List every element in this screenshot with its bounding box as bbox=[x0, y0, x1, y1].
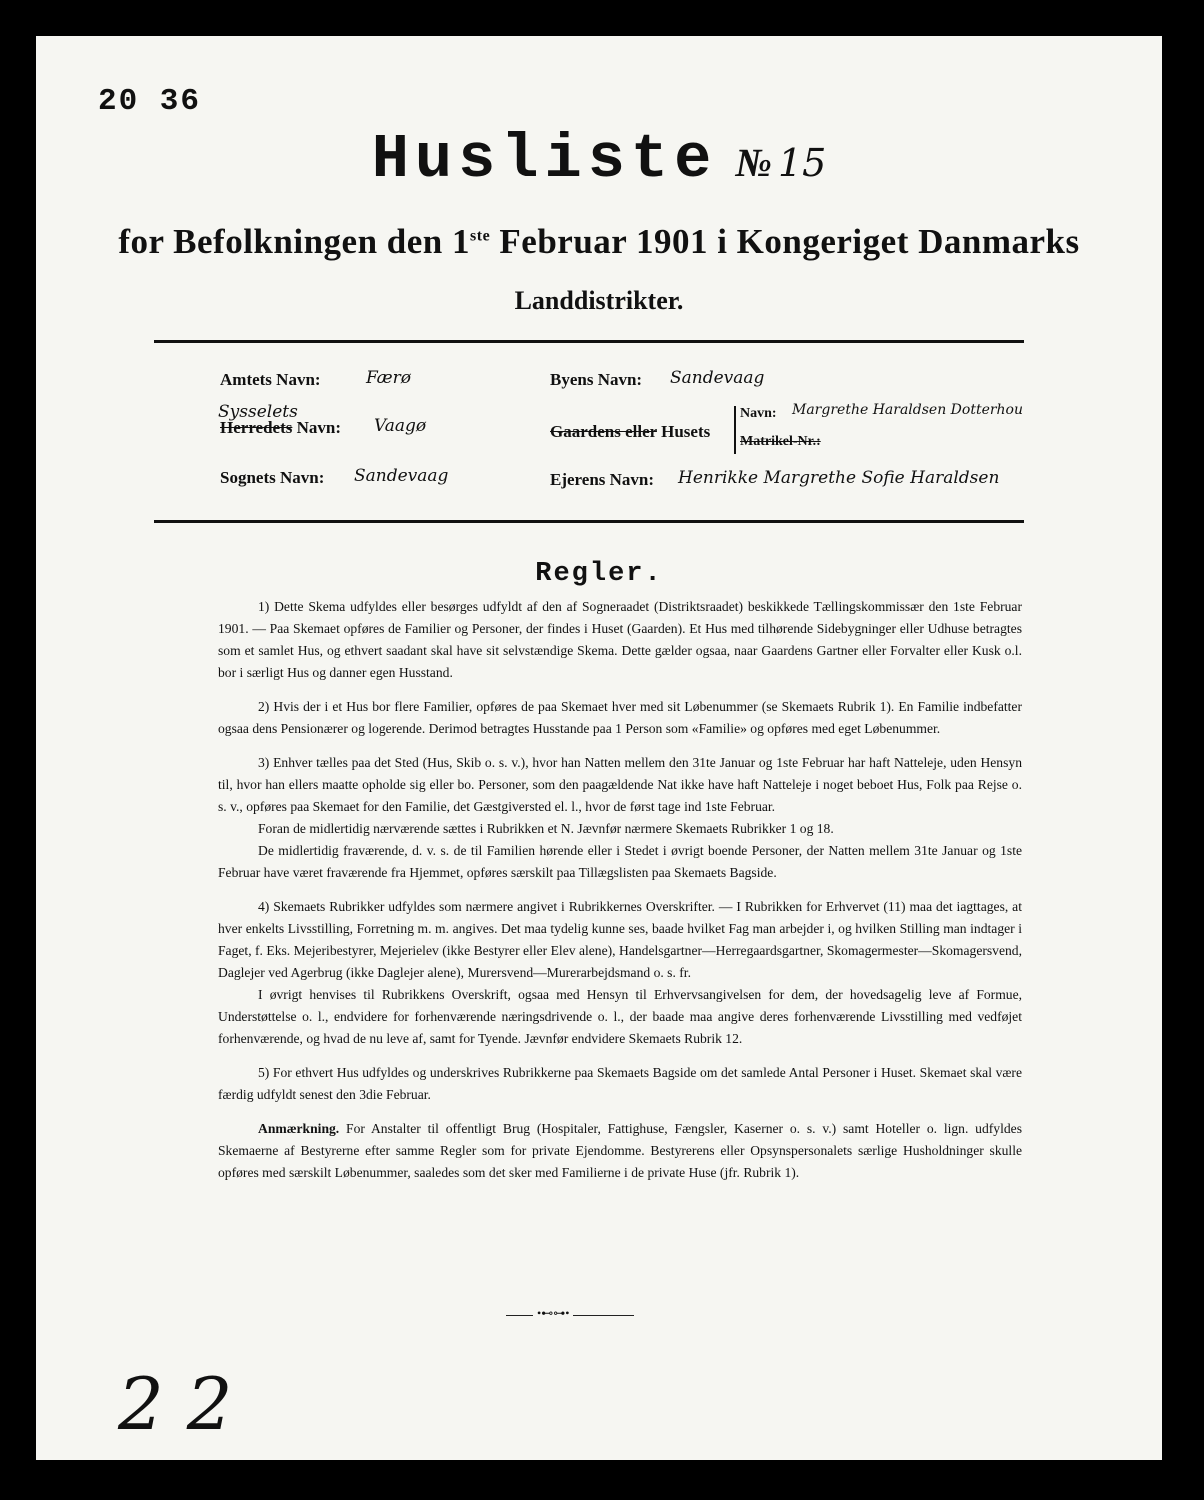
house-number: 15 bbox=[777, 141, 827, 185]
handwritten-page-number: 2 2 bbox=[118, 1362, 233, 1446]
rule-3-text: 3) Enhver tælles paa det Sted (Hus, Skib o. s. v.), hvor han Natten mellem den 31te Januar og 1ste Februar har haft Natteleje, uden Hensyn til, hvor han ellers maatte opholde sig eller bo. Personer, som den paagældende Nat ikke have haft Natteleje i noget beboet Hus, Folk paa Rejse o. s. v., opføres paa Skemaet for den Familie, det Gæstgiversted el. l., hvor de først tage ind 1ste Februar. bbox=[218, 755, 1022, 814]
title-text: Husliste bbox=[371, 124, 718, 195]
sogn-value: Sandevaag bbox=[354, 466, 449, 486]
rule-4b-text: I øvrigt henvises til Rubrikkens Overskrift, ogsaa med Hensyn til Erhvervsangivelsen for dem, der hovedsagelig leve af Formue, Understøttelse o. l., endvidere for forhenværende næringsdrivende o. l., der baade maa angive deres forhenværende Livsstilling med vedføjet forhenværende, og hvad de nu leve af, samt for Tyende. Jævnfør endvidere Skemaets Rubrik 12. bbox=[218, 987, 1022, 1046]
herred-value: Vaagø bbox=[374, 416, 427, 436]
rule-5 bbox=[218, 1062, 1022, 1106]
rule-2-text: 2) Hvis der i et Hus bor flere Familier, opføres de paa Skemaet hver med sit Løbenummer (se Skemaets Rubrik 1). En Familie indbefatter ogsaa dens Pensionærer og logerende. Derimod betragtes Husstande paa 1 Person som «Familie» og opføres med eget Løbenummer. bbox=[218, 699, 1022, 736]
subtitle-superscript: ste bbox=[470, 227, 491, 245]
sogn-herred-handwritten: Sysselets bbox=[218, 402, 298, 422]
bracket-line bbox=[734, 406, 736, 454]
rule-1-text: 1) Dette Skema udfyldes eller besørges udfyldt af den af Sogneraadet (Distriktsraadet) beskikkede Tællingskommissær den 1ste Februar 1901. — Paa Skemaet opføres de Familier og Personer, der findes i Huset (Gaarden). Et Hus med tilhørende Sidebygninger eller Udhuse betragtes som et samlet Hus, og ethvert saadant skal have sit selvstændige Skema. Dette gælder ogsaa, naar Gaardens Gartner eller Forvalter eller Kusk o.l. bor i særligt Hus og danner egen Husstand. bbox=[218, 599, 1022, 680]
herred-label bbox=[220, 418, 341, 438]
rule-3-absent bbox=[218, 840, 1022, 884]
herred-navn-label: Navn: bbox=[296, 418, 342, 437]
matrikel-label: Matrikel-Nr.: bbox=[740, 434, 821, 449]
note-text: For Anstalter til offentligt Brug (Hospitaler, Fattighuse, Fængsler, Kaserner o. s. v.) samt Hoteller o. lign. udfyldes Skemaerne af Bestyrerne efter samme Regler som for private Ejendomme. Bestyrerens eller Opsynspersonalets særlige Husholdninger skulle opføres med særskilt Løbenummer, saaledes som det sker med Familierne i de private Huse (jfr. Rubrik 1). bbox=[218, 1121, 1022, 1180]
rule-3-note-n bbox=[218, 818, 1022, 840]
ornament: •⊷⊶• bbox=[533, 1306, 573, 1321]
rule-3b-text: Foran de midlertidig nærværende sættes i Rubrikken et N. Jævnfør nærmere Skemaets Rubrikker 1 og 18. bbox=[258, 821, 834, 836]
by-label: Byens Navn: bbox=[550, 370, 643, 389]
rules-body bbox=[218, 596, 1022, 1196]
number-sign: № bbox=[735, 140, 772, 185]
archive-reference-number: 20 36 bbox=[98, 84, 202, 119]
sogn-label: Sognets Navn: bbox=[220, 468, 325, 487]
subtitle-part-2: Februar 1901 i Kongeriget Danmarks bbox=[490, 222, 1080, 261]
rules-note bbox=[218, 1118, 1022, 1184]
form-subtitle bbox=[36, 222, 1162, 262]
rule-3c-text: De midlertidig fraværende, d. v. s. de til Familien hørende eller i Stedet i øvrigt boende Personer, der Natten mellem 31te Januar og 1ste Februar have været fraværende fra Hjemmet, opføres særskilt paa Tillægslisten paa Skemaets Bagside. bbox=[218, 843, 1022, 880]
by-value: Sandevaag bbox=[670, 368, 765, 388]
navn-label: Navn: bbox=[740, 406, 777, 421]
amt-value: Færø bbox=[366, 368, 411, 388]
gaard-label bbox=[550, 422, 710, 442]
ejer-label: Ejerens Navn: bbox=[550, 470, 655, 489]
rules-heading: Regler. bbox=[535, 559, 663, 589]
top-divider bbox=[154, 340, 1024, 343]
subtitle-part-1: for Befolkningen den 1 bbox=[118, 222, 471, 261]
district-heading: Landdistrikter. bbox=[514, 286, 684, 315]
rule-3 bbox=[218, 752, 1022, 818]
rule-4-text: 4) Skemaets Rubrikker udfyldes som nærmere angivet i Rubrikkernes Overskrifter. — I Rubrikken for Erhvervet (11) maa det iagttages, at hver enkelts Livsstilling, Forretning m. m. angives. Det maa tydelig kunne ses, baade hvilket Fag man arbejder i, og hvilken Stilling man indtager i Faget, f. Eks. Mejeribestyrer, Mejerielev (ikke Bestyrer eller Elev alene), Handelsgartner—Herregaardsgartner, Skomagermester—Skomagersvend, Daglejer ved Agerbrug (ikke Daglejer alene), Murersvend—Murerarbejdsmand o. s. fr. bbox=[218, 899, 1022, 980]
note-label: Anmærkning. bbox=[258, 1121, 340, 1136]
form-title bbox=[36, 124, 1162, 195]
amt-label: Amtets Navn: bbox=[220, 370, 321, 389]
rule-2 bbox=[218, 696, 1022, 740]
navn-value: Margrethe Haraldsen Dotterhou bbox=[792, 402, 1024, 418]
rule-4 bbox=[218, 896, 1022, 984]
fields-divider bbox=[154, 520, 1024, 523]
census-form-page bbox=[36, 36, 1162, 1460]
rule-1 bbox=[218, 596, 1022, 684]
gaard-struck-label: Gaardens eller bbox=[550, 422, 657, 441]
rule-4-extra bbox=[218, 984, 1022, 1050]
husets-label: Husets bbox=[661, 422, 711, 441]
herred-struck-label: Herredets bbox=[220, 418, 293, 437]
rule-5-text: 5) For ethvert Hus udfyldes og underskrives Rubrikkerne paa Skemaets Bagside om det samlede Antal Personer i Huset. Skemaet skal være færdig udfyldt senest den 3die Februar. bbox=[218, 1065, 1022, 1102]
ejer-value: Henrikke Margrethe Sofie Haraldsen bbox=[678, 468, 1000, 488]
